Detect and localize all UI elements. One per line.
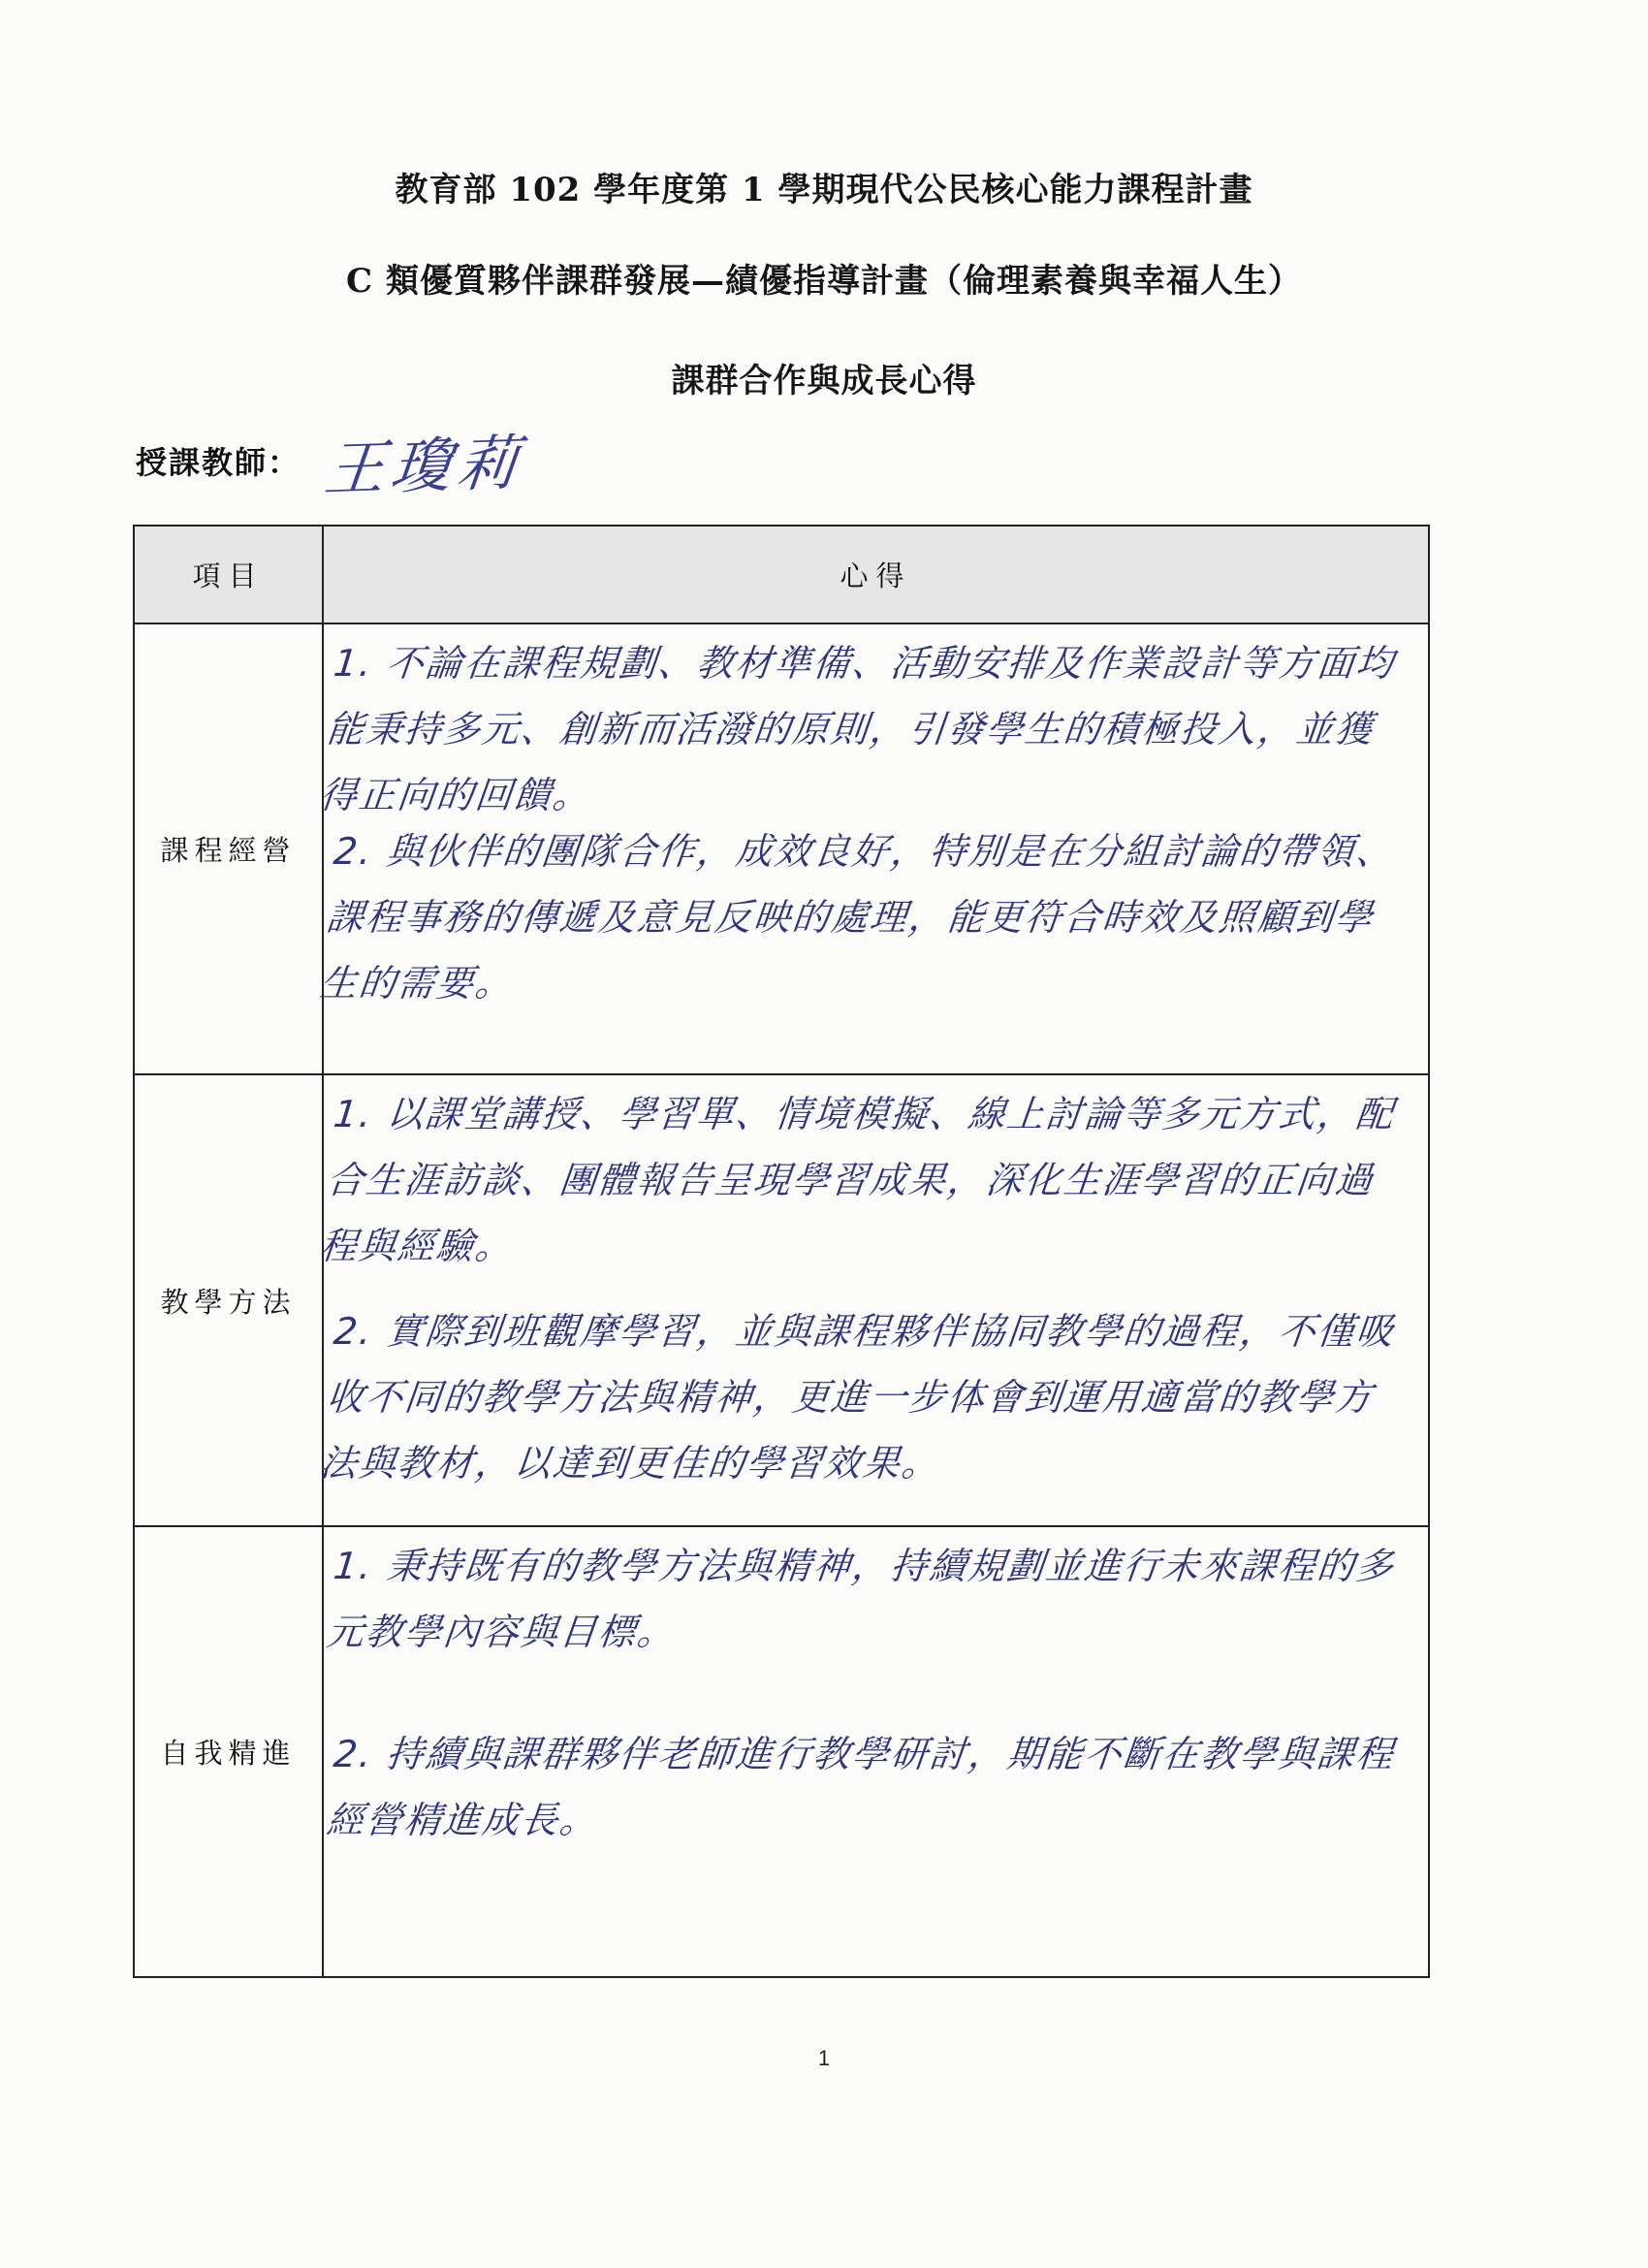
teacher-signature: 王瓊莉 <box>321 426 527 505</box>
teacher-label: 授課教師： <box>136 444 301 481</box>
column-header-item: 項目 <box>134 526 323 623</box>
note-text: 以課堂講授、學習單、情境模擬、線上討論等多元方式，配合生涯訪談、團體報告呈現學習成果，深化生涯學習的正向過程與經驗。 <box>317 1093 1398 1267</box>
table-row <box>134 623 1429 1074</box>
note-text: 秉持既有的教學方法與精神，持續規劃並進行未來課程的多元教學內容與目標。 <box>324 1545 1398 1653</box>
table-row <box>134 1074 1429 1526</box>
note-text: 與伙伴的團隊合作，成效良好，特別是在分組討論的帶領、課程事務的傳遞及意見反映的處理，能更符合時效及照顧到學生的需要。 <box>317 830 1398 1005</box>
note-text: 不論在課程規劃、教材準備、活動安排及作業設計等方面均能秉持多元、創新而活潑的原則，引發學生的積極投入，並獲得正向的回饋。 <box>317 642 1398 816</box>
handwritten-note <box>317 630 1418 828</box>
column-header-notes: 心得 <box>323 526 1429 623</box>
handwritten-note <box>317 1081 1418 1279</box>
notes-cell <box>317 623 1429 1074</box>
document-subtitle: C 類優質夥伴課群發展—績優指導計畫（倫理素養與幸福人生） <box>346 262 1302 301</box>
note-number: 1. <box>332 1093 376 1135</box>
reflection-table <box>133 525 1430 1978</box>
document-title: 教育部 102 學年度第 1 學期現代公民核心能力課程計畫 <box>395 171 1253 209</box>
note-number: 1. <box>332 642 376 685</box>
teacher-row <box>136 426 527 505</box>
note-number: 2. <box>332 1310 376 1353</box>
note-text: 持續與課群夥伴老師進行教學研討，期能不斷在教學與課程經營精進成長。 <box>324 1733 1398 1841</box>
note-text: 實際到班觀摩學習，並與課程夥伴協同教學的過程，不僅吸收不同的教學方法與精神，更進一步体會到運用適當的教學方法與教材，以達到更佳的學習效果。 <box>317 1310 1398 1485</box>
notes-cell <box>317 1074 1429 1526</box>
table-header-row <box>134 526 1429 623</box>
handwritten-note <box>317 1298 1418 1496</box>
section-title: 課群合作與成長心得 <box>671 362 977 400</box>
notes-cell <box>323 1526 1429 1977</box>
item-teaching-methods: 教學方法 <box>134 1074 323 1526</box>
handwritten-note <box>324 1721 1418 1853</box>
note-number: 2. <box>332 830 376 873</box>
handwritten-note <box>317 818 1418 1016</box>
page-number: 1 <box>817 2046 831 2070</box>
note-number: 2. <box>332 1733 376 1775</box>
item-course-management: 課程經營 <box>134 623 323 1074</box>
handwritten-note <box>324 1533 1418 1665</box>
item-self-improvement: 自我精進 <box>134 1526 323 1977</box>
note-number: 1. <box>332 1545 376 1587</box>
table-row <box>134 1526 1429 1977</box>
